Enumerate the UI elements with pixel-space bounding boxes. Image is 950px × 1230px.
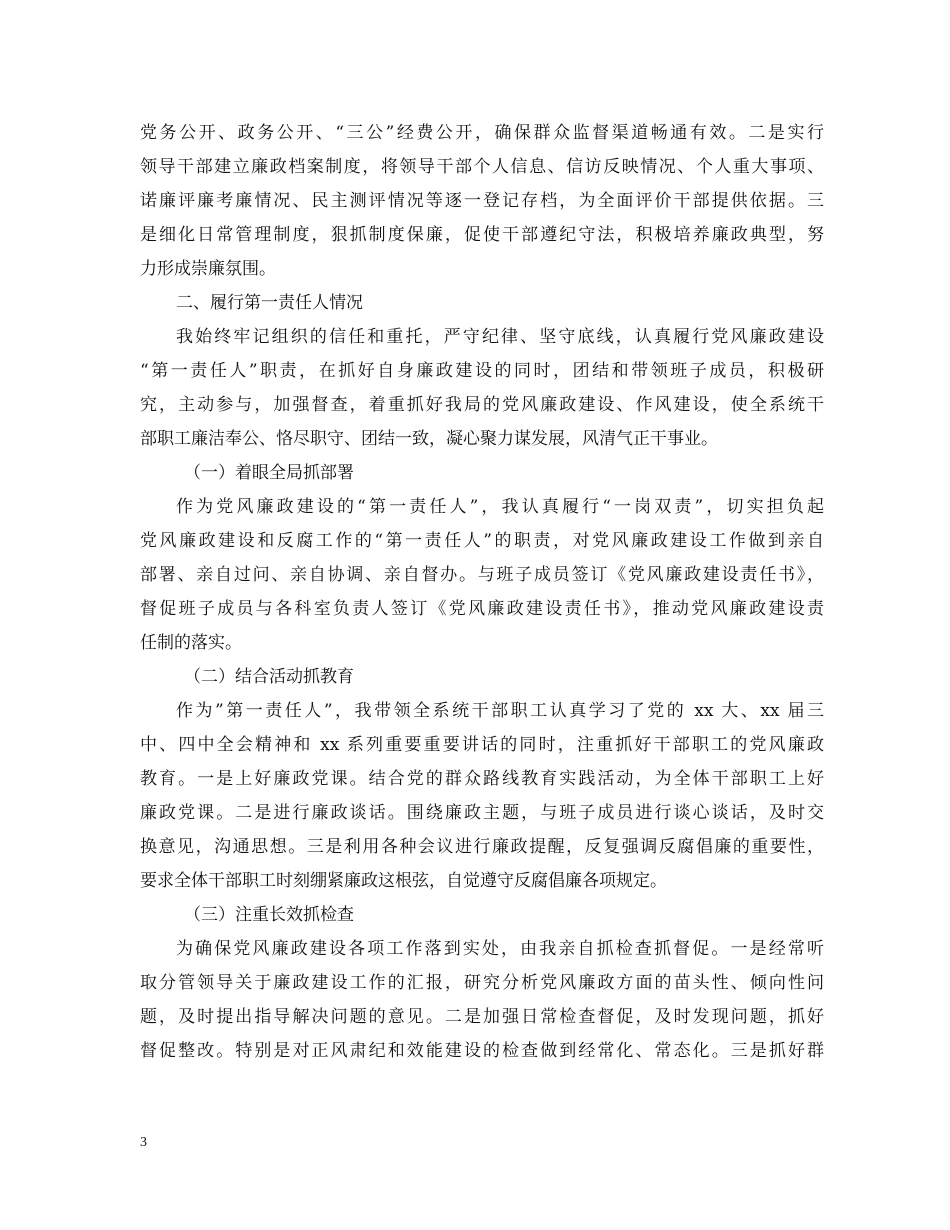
text-line: 力形成崇廉氛围。 <box>140 259 276 279</box>
text-line: 督促班子成员与各科室负责人签订《党风廉政建设责任书》，推动党风廉政建设责 <box>140 599 824 619</box>
subsection-heading: （三）注重长效抓检查 <box>184 905 354 925</box>
text-line: 取分管领导关于廉政建设工作的汇报，研究分析党风廉政方面的苗头性、倾向性问 <box>140 973 824 993</box>
text-line: 题，及时提出指导解决问题的意见。二是加强日常检查督促，及时发现问题，抓好 <box>140 1007 824 1027</box>
subsection-heading: （二）结合活动抓教育 <box>184 667 354 687</box>
section-heading: 二、履行第一责任人情况 <box>176 293 363 313</box>
document-body <box>140 116 824 1068</box>
text-line: 部职工廉洁奉公、恪尽职守、团结一致，凝心聚力谋发展，风清气正干事业。 <box>140 429 718 449</box>
text-line: 作为”第一责任人”，我带领全系统干部职工认真学习了党的 xx 大、xx 届三 <box>176 701 824 721</box>
text-line: 作为党风廉政建设的“第一责任人”，我认真履行“一岗双责”，切实担负起 <box>176 497 824 517</box>
text-line: 教育。一是上好廉政党课。结合党的群众路线教育实践活动，为全体干部职工上好 <box>140 769 824 789</box>
text-line: 换意见，沟通思想。三是利用各种会议进行廉政提醒，反复强调反腐倡廉的重要性， <box>140 837 824 857</box>
text-line: 究，主动参与，加强督查，着重抓好我局的党风廉政建设、作风建设，使全系统干 <box>140 395 824 415</box>
text-line: 廉政党课。二是进行廉政谈话。围绕廉政主题，与班子成员进行谈心谈话，及时交 <box>140 803 824 823</box>
page-number: 3 <box>140 1135 147 1150</box>
paragraph <box>140 320 824 456</box>
text-line: “第一责任人”职责，在抓好自身廉政建设的同时，团结和带领班子成员，积极研 <box>140 361 824 381</box>
paragraph <box>140 694 824 898</box>
paragraph-continued <box>140 116 824 286</box>
paragraph <box>140 932 824 1068</box>
text-line: 中、四中全会精神和 xx 系列重要重要讲话的同时，注重抓好干部职工的党风廉政 <box>140 735 824 755</box>
text-line: 是细化日常管理制度，狠抓制度保廉，促使干部遵纪守法，积极培养廉政典型，努 <box>140 225 824 245</box>
text-line: 领导干部建立廉政档案制度，将领导干部个人信息、信访反映情况、个人重大事项、 <box>140 157 824 177</box>
paragraph <box>140 490 824 660</box>
text-line: 党务公开、政务公开、“三公”经费公开，确保群众监督渠道畅通有效。二是实行 <box>140 123 824 143</box>
text-line: 为确保党风廉政建设各项工作落到实处，由我亲自抓检查抓督促。一是经常听 <box>176 939 824 959</box>
text-line: 要求全体干部职工时刻绷紧廉政这根弦，自觉遵守反腐倡廉各项规定。 <box>140 871 667 891</box>
text-line: 督促整改。特别是对正风肃纪和效能建设的检查做到经常化、常态化。三是抓好群 <box>140 1041 824 1061</box>
subsection-heading: （一）着眼全局抓部署 <box>184 463 354 483</box>
text-line: 部署、亲自过问、亲自协调、亲自督办。与班子成员签订《党风廉政建设责任书》， <box>140 565 824 585</box>
text-line: 党风廉政建设和反腐工作的“第一责任人”的职责，对党风廉政建设工作做到亲自 <box>140 531 824 551</box>
text-line: 我始终牢记组织的信任和重托，严守纪律、坚守底线，认真履行党风廉政建设 <box>176 327 824 347</box>
text-line: 诺廉评廉考廉情况、民主测评情况等逐一登记存档，为全面评价干部提供依据。三 <box>140 191 824 211</box>
text-line: 任制的落实。 <box>140 633 242 653</box>
